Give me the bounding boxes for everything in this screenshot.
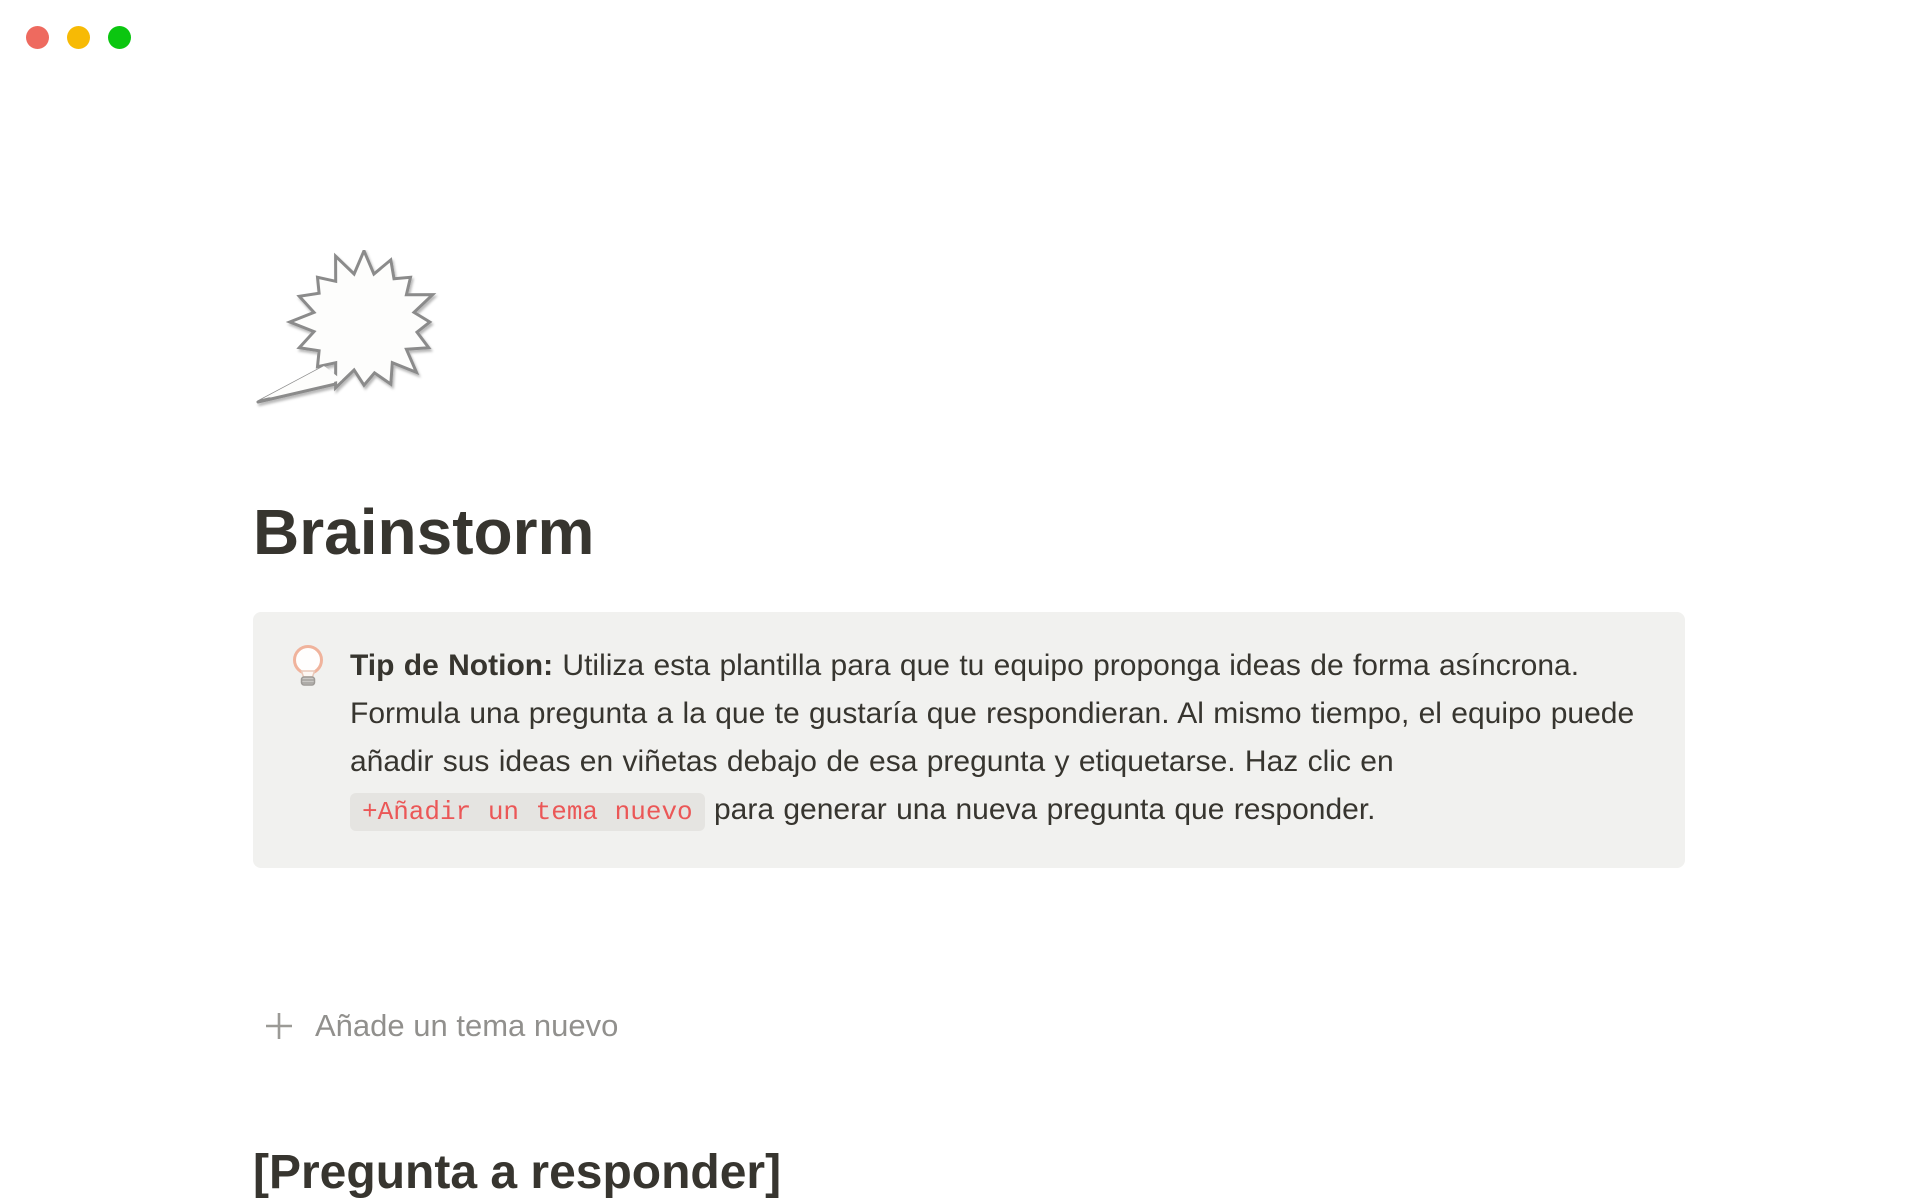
callout-bold-lead: Tip de Notion: [350, 649, 554, 682]
callout-body-text: Utiliza esta plantilla para que tu equipo proponga ideas de forma asíncrona. Formula una pregunta a la que te gustaría que respondieran. Al mismo tiempo, el equipo puede añadir sus ideas en viñetas debajo de esa pregunta y etiquetarse. Haz clic en [350, 649, 1635, 778]
lightbulb-icon [287, 644, 329, 692]
minimize-window-button[interactable] [67, 26, 90, 49]
page-icon-anger-bubble[interactable] [252, 250, 442, 410]
plus-icon [263, 1010, 295, 1042]
callout-body-text-after: para generar una nueva pregunta que responder. [704, 793, 1376, 826]
add-topic-label: Añade un tema nuevo [315, 1008, 619, 1043]
close-window-button[interactable] [26, 26, 49, 49]
fullscreen-window-button[interactable] [108, 26, 131, 49]
inline-code-add-topic: +Añadir un tema nuevo [350, 793, 705, 831]
add-topic-button[interactable] [253, 1004, 618, 1048]
window-controls [26, 26, 131, 49]
tip-callout[interactable] [253, 612, 1685, 868]
anger-bubble-icon [252, 250, 442, 410]
callout-text [350, 642, 1643, 836]
page-title[interactable]: Brainstorm [253, 496, 595, 568]
question-heading[interactable]: [Pregunta a responder] [253, 1146, 782, 1199]
